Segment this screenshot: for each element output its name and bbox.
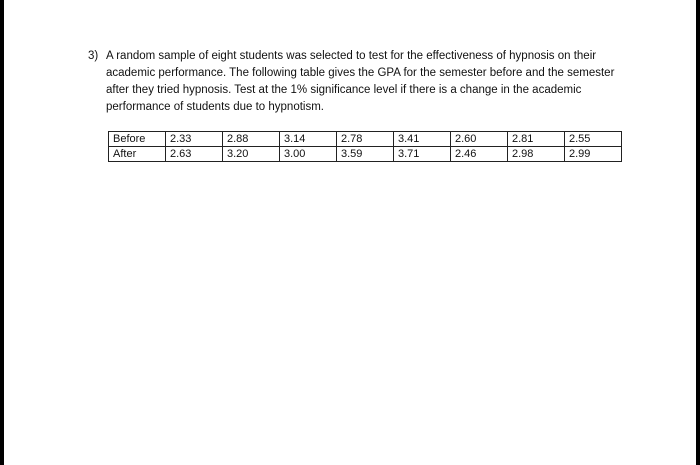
question-line: A random sample of eight students was selected to test for the effectiveness of hypnosis on their <box>106 50 597 62</box>
question-line: academic performance. The following table gives the GPA for the semester before and the semester <box>106 67 615 79</box>
document-page <box>4 0 696 465</box>
table-cell: 2.81 <box>508 132 565 147</box>
table-cell: 3.00 <box>280 147 337 162</box>
gpa-table <box>108 131 622 162</box>
table-cell: 3.14 <box>280 132 337 147</box>
row-label-before: Before <box>109 132 166 147</box>
table-row-after <box>109 147 622 162</box>
table-cell: 2.88 <box>223 132 280 147</box>
question-number: 3) <box>88 50 99 62</box>
table-cell: 2.78 <box>337 132 394 147</box>
table-cell: 3.71 <box>394 147 451 162</box>
question-block <box>88 48 628 116</box>
table-cell: 2.33 <box>166 132 223 147</box>
table-cell: 3.20 <box>223 147 280 162</box>
table-cell: 3.41 <box>394 132 451 147</box>
table-cell: 2.98 <box>508 147 565 162</box>
question-line: performance of students due to hypnotism. <box>106 101 324 113</box>
question-line: after they tried hypnosis. Test at the 1% significance level if there is a change in the academic <box>106 84 582 96</box>
table-cell: 2.99 <box>565 147 622 162</box>
table-cell: 2.63 <box>166 147 223 162</box>
table-cell: 2.55 <box>565 132 622 147</box>
table-cell: 2.60 <box>451 132 508 147</box>
row-label-after: After <box>109 147 166 162</box>
table-cell: 3.59 <box>337 147 394 162</box>
table-cell: 2.46 <box>451 147 508 162</box>
table-row-before <box>109 132 622 147</box>
question-text <box>106 48 616 116</box>
